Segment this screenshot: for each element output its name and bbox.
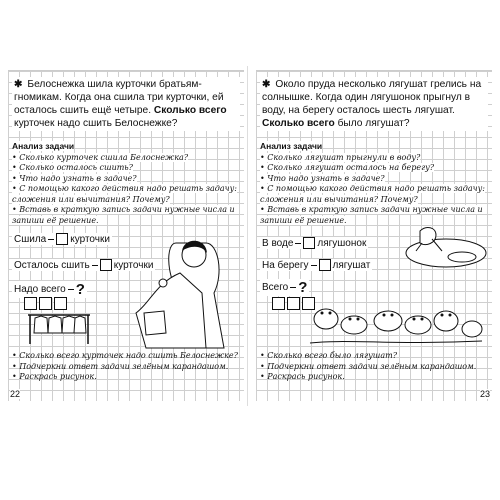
task-text	[12, 77, 240, 131]
snow-white-illustration	[106, 223, 226, 353]
question-mark: ?	[298, 279, 308, 296]
task-body: Белоснежка шила курточки братьям-гномикам. Когда она сшила три курточки, ей осталось сшить ещё четыре.	[14, 79, 224, 116]
jackets-rack-illustration	[26, 311, 92, 345]
analysis-item: Вставь в краткую запись задачи нужные числа и запиши её решение.	[260, 205, 483, 225]
task-text	[260, 77, 488, 131]
frogs-illustration	[306, 299, 486, 349]
row-unit: лягушат	[332, 259, 371, 271]
short-note-row-2	[260, 259, 372, 271]
solution-box[interactable]	[24, 297, 37, 310]
bottom-instructions: • Сколько всего курточек надо сшить Белоснежке? • Подчеркни ответ задачи зелёным карандашом. • Раскрась рисунок.	[12, 351, 238, 381]
question-mark: ?	[75, 281, 85, 298]
short-note-row-1	[12, 233, 112, 245]
analysis-block: Анализ задачи • Сколько курточек сшила Белоснежка? • Сколько осталось сшить? • Что надо узнать в задаче? • С помощью какого действия надо решать задачу: сложения или вычитания? Почему? • Вставь в краткую запись задачи нужные числа и запиши её решение.	[12, 141, 237, 225]
bottom-instructions: • Сколько всего было лягушат? • Подчеркни ответ задачи зелёным карандашом. • Раскрась рисунок.	[260, 351, 477, 381]
task-question: было лягушат?	[337, 118, 410, 129]
solution-boxes	[24, 297, 67, 310]
row-label: В воде	[262, 237, 294, 249]
solution-box[interactable]	[39, 297, 52, 310]
solution-box[interactable]	[287, 297, 300, 310]
answer-box[interactable]	[303, 237, 315, 249]
short-note-row-3	[260, 279, 309, 296]
pond-frog-illustration	[402, 221, 488, 273]
solution-box[interactable]	[54, 297, 67, 310]
instruction-item: Сколько всего было лягушат?	[267, 351, 397, 360]
left-page	[8, 70, 244, 401]
row-label: На берегу	[262, 259, 309, 271]
analysis-block: Анализ задачи • Сколько лягушат прыгнули в воду? • Сколько лягушат осталось на берегу? • Что надо узнать в задаче? • С помощью какого действия надо решать задачу: сложения или вычитания? Почему? • Вставь в краткую запись задачи нужные числа и запиши её решение.	[260, 141, 485, 225]
star-marker: ✱	[14, 79, 23, 90]
page-number: 22	[10, 389, 21, 399]
analysis-item: С помощью какого действия надо решать задачу: сложения или вычитания? Почему?	[260, 184, 485, 204]
analysis-item: Что надо узнать в задаче?	[267, 173, 385, 183]
row-unit: курточки	[70, 233, 110, 245]
analysis-heading: Анализ задачи	[12, 141, 75, 151]
analysis-heading: Анализ задачи	[260, 141, 323, 151]
analysis-item: Вставь в краткую запись задачи нужные числа и запиши её решение.	[12, 205, 235, 225]
instruction-item: Раскрась рисунок.	[267, 372, 345, 381]
analysis-item: Что надо узнать в задаче?	[19, 173, 137, 183]
row-unit: лягушонок	[317, 237, 367, 249]
analysis-item: Сколько осталось сшить?	[19, 163, 133, 172]
answer-box[interactable]	[56, 233, 68, 245]
row-unit: курточки	[113, 259, 154, 271]
instruction-item: Сколько всего курточек надо сшить Белоснежке?	[19, 351, 238, 360]
analysis-item: Сколько лягушат прыгнули в воду?	[267, 152, 421, 162]
instruction-item: Подчеркни ответ задачи зелёным карандашом.	[19, 361, 229, 371]
page-spine	[247, 66, 248, 406]
instruction-item: Раскрась рисунок.	[19, 372, 97, 381]
task-question-bold: Сколько всего	[262, 118, 335, 129]
row-label: Надо всего	[14, 284, 66, 295]
solution-box[interactable]	[272, 297, 285, 310]
row-label: Сшила	[14, 233, 47, 245]
analysis-item: Сколько лягушат осталось на берегу?	[267, 163, 435, 172]
analysis-item: С помощью какого действия надо решать задачу: сложения или вычитания? Почему?	[12, 184, 237, 204]
star-marker: ✱	[262, 79, 271, 90]
page-number: 23	[479, 389, 490, 399]
analysis-item: Сколько курточек сшила Белоснежка?	[19, 152, 189, 162]
short-note-row-3	[12, 281, 87, 298]
right-page	[256, 70, 492, 401]
row-label: Осталось сшить	[14, 259, 90, 271]
short-note-row-1	[260, 237, 368, 249]
row-label: Всего	[262, 282, 289, 293]
task-question-bold: Сколько всего	[153, 105, 227, 116]
answer-box[interactable]	[319, 259, 331, 271]
task-body: Около пруда несколько лягушат грелись на солнышке. Когда один лягушонок прыгнул в воду, на берегу осталось шесть лягушат.	[262, 79, 482, 116]
instruction-item: Подчеркни ответ задачи зелёным карандашом.	[267, 361, 477, 371]
task-question: курточек надо сшить Белоснежке?	[14, 118, 178, 129]
